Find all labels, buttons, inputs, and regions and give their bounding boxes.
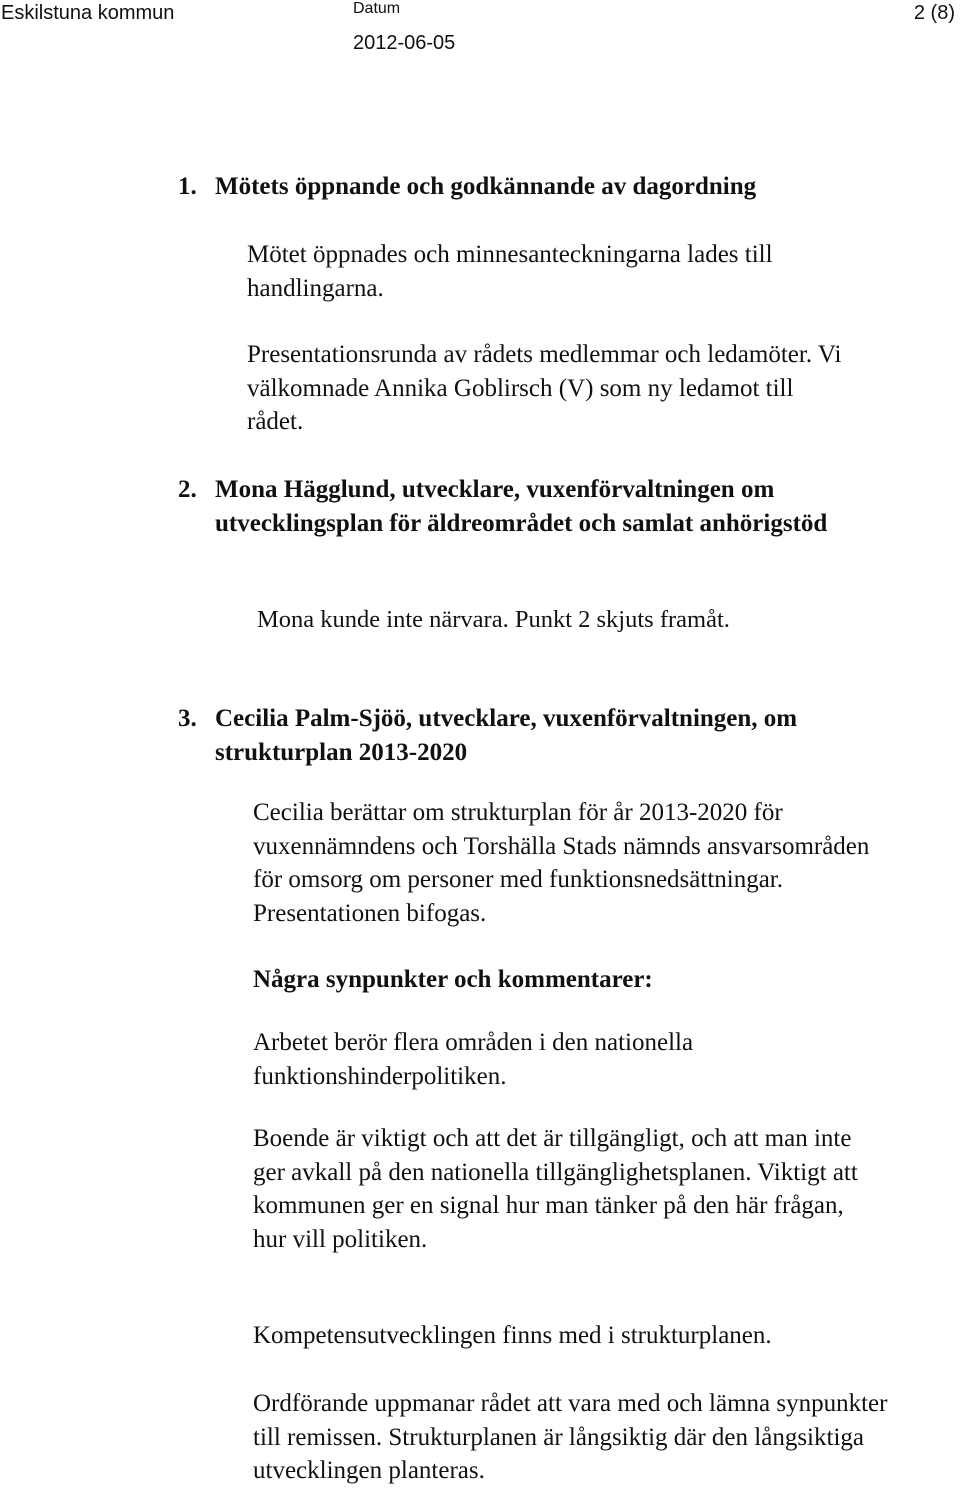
item-2-paragraph-1: Mona kunde inte närvara. Punkt 2 skjuts framåt. (257, 606, 730, 633)
item-3-title: Cecilia Palm-Sjöö, utvecklare, vuxenförvaltningen, om strukturplan 2013-2020 (215, 705, 798, 766)
item-3-number: 3. (178, 705, 197, 732)
item-1-paragraph-2: Presentationsrunda av rådets medlemmar och ledamöter. Vi välkomnade Annika Goblirsch (V) som ny ledamot till rådet. (247, 341, 842, 435)
page-number: 2 (8) (913, 2, 955, 24)
item-3-subheading: Några synpunkter och kommentarer: (253, 966, 653, 993)
date-label: Datum (353, 0, 401, 17)
item-3-paragraph-5: Ordförande uppmanar rådet att vara med och lämna synpunkter till remissen. Strukturplanen är långsiktig där den långsiktiga utvecklingen planteras. (253, 1390, 888, 1484)
item-3-paragraph-2: Arbetet berör flera områden i den nationella funktionshinderpolitiken. (253, 1029, 694, 1090)
item-1-paragraph-1: Mötet öppnades och minnesanteckningarna lades till handlingarna. (247, 241, 773, 302)
organization-name: Eskilstuna kommun (1, 2, 175, 24)
item-1-number: 1. (178, 173, 197, 200)
item-3-paragraph-3: Boende är viktigt och att det är tillgängligt, och att man inte ger avkall på den nationella tillgänglighetsplanen. Viktigt att kommunen ger en signal hur man tänker på den här frågan, hur vill politiken. (253, 1125, 858, 1253)
item-2-number: 2. (178, 476, 197, 503)
item-3-paragraph-1: Cecilia berättar om strukturplan för år 2013-2020 för vuxennämndens och Torshälla Stads nämnds ansvarsområden för omsorg om personer med funktionsnedsättningar. Presentationen bifogas. (253, 799, 870, 927)
item-2-title: Mona Hägglund, utvecklare, vuxenförvaltningen om utvecklingsplan för äldreområdet och samlat anhörigstöd (215, 476, 828, 537)
item-1-title: Mötets öppnande och godkännande av dagordning (215, 173, 757, 200)
page-header (0, 0, 960, 60)
date-value: 2012-06-05 (353, 32, 456, 54)
item-3-paragraph-4: Kompetensutvecklingen finns med i strukturplanen. (253, 1322, 772, 1349)
